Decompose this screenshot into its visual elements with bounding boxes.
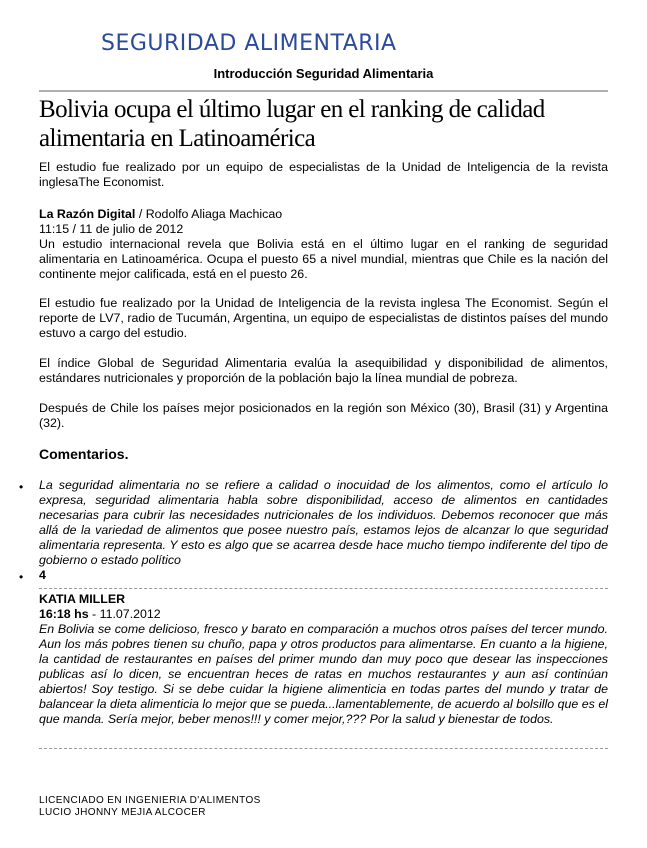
comment-time: 16:18 hs xyxy=(39,607,89,621)
document-footer xyxy=(39,795,261,819)
comment-timestamp xyxy=(39,607,161,621)
footer-line: LUCIO JHONNY MEJIA ALCOCER xyxy=(39,807,206,818)
comment-date: - 11.07.2012 xyxy=(88,607,161,621)
article-paragraph: Después de Chile los países mejor posicionados en la región son México (30), Brasil (31) y Argentina (32). xyxy=(39,401,608,430)
header-divider xyxy=(39,90,608,92)
bullet-icon: • xyxy=(19,570,24,584)
article-paragraph: El estudio fue realizado por la Unidad de Inteligencia de la revista inglesa The Economist. Según el reporte de LV7, radio de Tucumán, Argentina, un equipo de especialistas de distintos países del mundo estuvo a cargo del estudio. xyxy=(39,296,608,340)
article-paragraph: El índice Global de Seguridad Alimentaria evalúa la asequibilidad y disponibilidad de alimentos, estándares nutricionales y proporción de la población bajo la línea mundial de pobreza. xyxy=(39,356,608,385)
article-byline xyxy=(39,207,608,237)
article-author: / Rodolfo Aliaga Machicao xyxy=(135,207,283,221)
article-datetime: 11:15 / 11 de julio de 2012 xyxy=(39,222,184,236)
comment-count: 4 xyxy=(39,568,46,582)
comment-text: La seguridad alimentaria no se refiere a calidad o inocuidad de los alimentos, como el artículo lo expresa, seguridad alimentaria habla sobre disponibilidad, acceso de alimentos en cantidades necesarias para cubrir las necesidades nutricionales de los individuos. Debemos reconocer que más allá de la variedad de alimentos que posee nuestro país, estamos lejos de alcanzar lo que seguridad alimentaria representa. Y esto es algo que se acarrea desde hace mucho tiempo indiferente del tipo de gobierno o estado político xyxy=(39,478,608,567)
comment-author: KATIA MILLER xyxy=(39,592,126,606)
document-header-title: SEGURIDAD ALIMENTARIA xyxy=(101,31,397,56)
footer-line: LICENCIADO EN INGENIERIA D'ALIMENTOS xyxy=(39,795,261,806)
comment-divider xyxy=(39,748,608,749)
document-subtitle: Introducción Seguridad Alimentaria xyxy=(213,66,434,81)
article-headline: Bolivia ocupa el último lugar en el ranking de calidad alimentaria en Latinoamérica xyxy=(39,96,545,152)
article-intro: El estudio fue realizado por un equipo de especialistas de la Unidad de Inteligencia de la revista inglesaThe Economist. xyxy=(39,160,608,189)
bullet-icon: • xyxy=(19,480,24,494)
comments-heading: Comentarios. xyxy=(39,446,129,462)
article-paragraph: Un estudio internacional revela que Bolivia está en el último lugar en el ranking de seguridad alimentaria en Latinoamérica. Ocupa el puesto 65 a nivel mundial, mientras que Chile es la nación del continente mejor calificada, está en el puesto 26. xyxy=(39,237,608,281)
comment-text: En Bolivia se come delicioso, fresco y barato en comparación a muchos otros países del tercer mundo. Aun los más pobres tienen su chuño, papa y otros productos para alimentarse. En cuanto a la higiene, la cantidad de restaurantes en países del primer mundo dan muy poco que desear las inspecciones publicas así lo dicen, se encuentran heces de ratas en muchos restaurantes y aun así continúan abiertos! Soy testigo. Si se debe cuidar la higiene alimenticia en todas partes del mundo y tratar de balancear la dieta alimenticia lo mejor que se pueda...lamentablemente, de acuerdo al bolsillo que es el que manda. Sería mejor, beber menos!!! y comer mejor,??? Por la salud y bienestar de todos. xyxy=(39,622,608,726)
article-source: La Razón Digital xyxy=(39,207,136,221)
comment-divider xyxy=(39,588,608,589)
